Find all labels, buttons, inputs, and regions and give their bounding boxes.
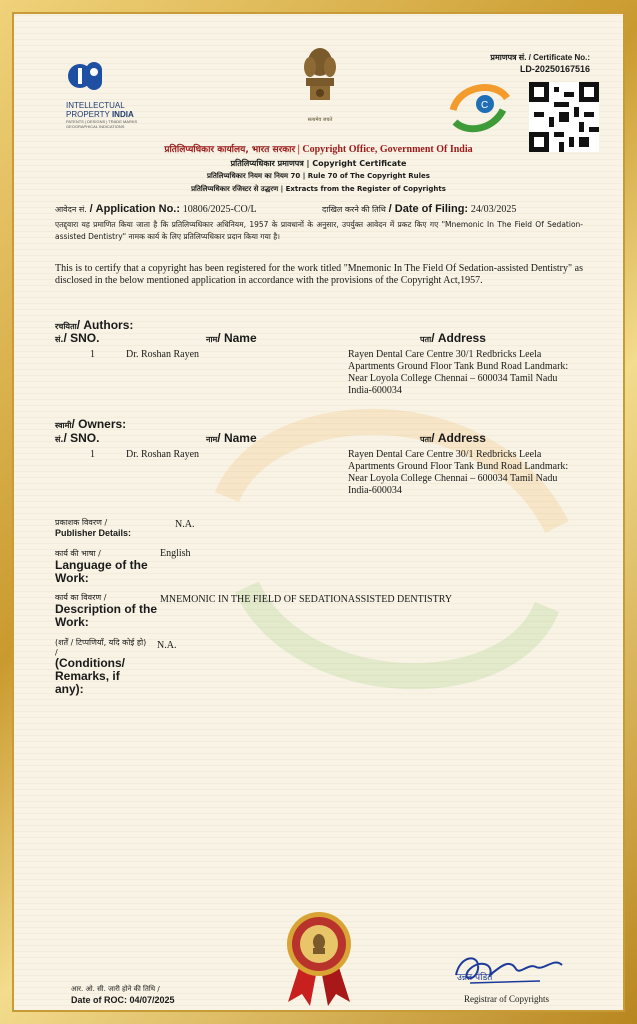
ip-india-icon [66, 56, 106, 96]
authors-name-header: नाम/ Name [206, 331, 257, 345]
ip-logo-small: PATENTS | DESIGNS | TRADE MARKS GEOGRAPHICAL INDICATIONS [66, 119, 138, 129]
office-title [12, 143, 625, 157]
national-emblem [295, 42, 345, 132]
qr-code-icon [529, 82, 599, 152]
owners-address-header: पता/ Address [420, 431, 486, 445]
app-no-value: 10806/2025-CO/L [182, 204, 257, 215]
publisher-value: N.A. [175, 519, 195, 530]
roc-date: 04/07/2025 [129, 995, 175, 1005]
description-value: MNEMONIC IN THE FIELD OF SEDATIONASSISTED DENTISTRY [160, 594, 453, 605]
filing-label-en: / Date of Filing: [388, 203, 469, 215]
office-title-en: Copyright Office, Government Of India [302, 144, 473, 155]
ip-logo-line2: PROPERTY [66, 110, 110, 119]
owners-sno-header: सं./ SNO. [55, 431, 100, 445]
date-of-filing [322, 203, 592, 216]
rule-line: प्रतिलिप्यधिकार नियम का नियम 70 | Rule 70 of The Copyright Rules [207, 172, 430, 180]
ip-logo-india: INDIA [111, 110, 134, 119]
ip-india-logo [66, 56, 156, 136]
authors-sno-header: सं./ SNO. [55, 331, 100, 345]
authors-row-name: Dr. Roshan Rayen [126, 349, 200, 360]
office-title-hi: प्रतिलिप्यधिकार कार्यालय, भारत सरकार [164, 145, 296, 155]
roc-date-row [71, 995, 175, 1005]
owners-row-address: Rayen Dental Care Centre 30/1 Redbricks Leela Apartments Ground Floor Tank Bund Road Landmark: Near Loyola College Chennai – 600034 Tamil Nadu India-600034 [348, 449, 569, 496]
certify-paragraph-hi: एतद्द्वारा यह प्रमाणित किया जाता है कि प्रतिलिप्यधिकार अधिनियम, 1957 के प्रावधानों के अनुसार, उपर्युक्त आवेदन में प्रकट किए गए "Mnemonic In The Field Of Sedation-assisted Dentistry" नामक कार्य के लिए प्रतिलिप्यधिकार प्रदान किया गया है। [55, 220, 583, 241]
publisher-label: प्रकाशक विवरण / Publisher Details: [55, 518, 132, 538]
description-label: कार्य का विवरण / Description of the Work: [55, 593, 158, 629]
authors-row-sno: 1 [90, 349, 95, 360]
roc-label-hi: आर. ओ. सी. जारी होने की तिथि / [71, 985, 160, 993]
conditions-label: (शर्तें / टिप्पणियाँ, यदि कोई हो) / (Conditions/ Remarks, if any): [55, 638, 147, 696]
owners-row-name: Dr. Roshan Rayen [126, 449, 200, 460]
roc-label: Date of ROC: [71, 995, 127, 1005]
svg-text:C: C [481, 100, 489, 111]
swoosh-watermark [187, 377, 577, 707]
application-number [55, 203, 345, 216]
language-value: English [160, 548, 191, 559]
app-label-en: / Application No.: [89, 203, 181, 215]
lion-capital-icon [300, 42, 340, 112]
filing-date-value: 24/03/2025 [470, 204, 517, 215]
qr-code[interactable] [529, 82, 599, 152]
signature-name: उन्नत पंडित [457, 973, 493, 983]
language-label: कार्य की भाषा / Language of the Work: [55, 549, 148, 585]
registrar-title: Registrar of Copyrights [464, 994, 549, 1004]
owners-name-header: नाम/ Name [206, 431, 257, 445]
certificate-no-label: प्रमाणपत्र सं. / Certificate No.: [490, 53, 590, 62]
owners-heading: स्वामी/ Owners: [55, 417, 127, 431]
certify-paragraph-en: This is to certify that a copyright has been registered for the work titled "Mnemonic In The Field Of Sedation-assisted Dentistry" as disclosed in the below mentioned application in accordance with the provisions of the Copyright Act,1957. [55, 263, 583, 286]
certificate-paper [12, 12, 625, 1012]
office-title-sep: | [297, 144, 300, 155]
certificate-no: LD-20250167516 [519, 64, 590, 74]
ip-logo-line1: INTELLECTUAL [66, 101, 125, 110]
extract-line: प्रतिलिप्यधिकार रजिस्टर से उद्धरण | Extracts from the Register of Copyrights [191, 185, 446, 193]
official-seal-icon [280, 908, 358, 1008]
authors-heading: रचयिता/ Authors: [55, 318, 134, 332]
certificate-title: प्रतिलिप्यधिकार प्रमाणपत्र | Copyright Certificate [230, 159, 407, 168]
emblem-caption: सत्यमेव जयते [307, 117, 333, 123]
app-label-hi: आवेदन सं. [55, 205, 87, 214]
signature-icon [450, 945, 580, 991]
filing-label-hi: दाखिल करने की तिथि [322, 205, 386, 214]
azadi-logo-icon [445, 78, 515, 138]
authors-address-header: पता/ Address [420, 331, 486, 345]
owners-row-sno: 1 [90, 449, 95, 460]
conditions-value: N.A. [157, 640, 177, 651]
authors-row-address: Rayen Dental Care Centre 30/1 Redbricks Leela Apartments Ground Floor Tank Bund Road Landmark: Near Loyola College Chennai – 600034 Tamil Nadu India-600034 [348, 349, 569, 396]
